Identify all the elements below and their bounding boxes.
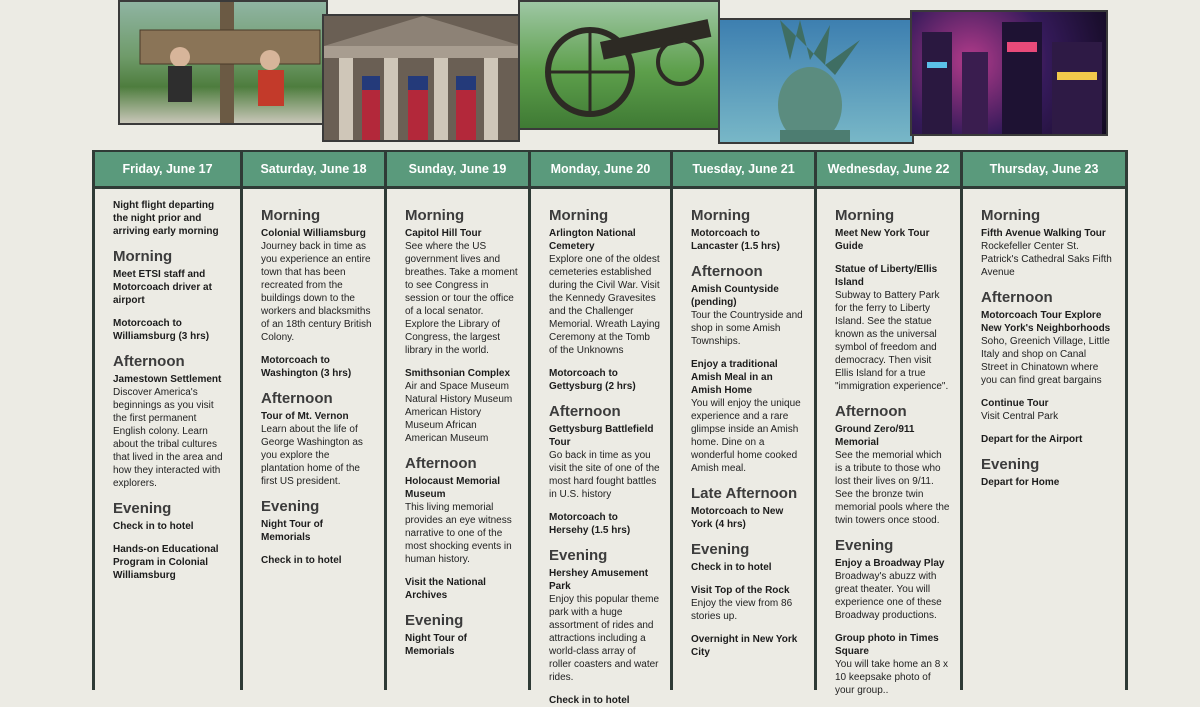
stocks-illustration <box>120 2 328 125</box>
activity-description: You will take home an 8 x 10 keepsake photo of your group.. <box>835 659 949 696</box>
activity-title: Night flight departing the night prior and arriving early morning <box>113 200 219 237</box>
activity-block <box>113 353 230 490</box>
activity-description: Enjoy this popular theme park with a huge assortment of rides and attractions including a world-class array of roller coasters and water rides. <box>549 594 660 683</box>
day-column-saturday <box>240 150 384 690</box>
day-header: Tuesday, June 21 <box>673 150 814 189</box>
photo-statue-of-liberty <box>718 18 914 144</box>
time-of-day-heading: Evening <box>835 537 894 554</box>
activity-title: Ground Zero/911 Memorial <box>835 424 915 448</box>
activity-title: Overnight in New York City <box>691 634 798 658</box>
activity-title: Fifth Avenue Walking Tour <box>981 228 1106 239</box>
activity-block <box>113 199 230 238</box>
activity-block <box>691 541 804 574</box>
activity-title: Hands-on Educational Program in Colonial Williamsburg <box>113 544 219 581</box>
city-lights-illustration <box>912 12 1108 136</box>
itinerary-calendar <box>92 150 1128 706</box>
time-of-day-heading: Morning <box>691 207 751 224</box>
activity-title: Night Tour of Memorials <box>261 519 324 543</box>
activity-title: Hershey Amusement Park <box>549 568 649 592</box>
time-of-day-heading: Evening <box>405 612 464 629</box>
activity-title: Colonial Williamsburg <box>261 228 366 239</box>
activity-block <box>113 248 230 307</box>
activity-block <box>691 263 804 348</box>
activity-title: Motorcoach to Hersehy (1.5 hrs) <box>549 512 631 536</box>
activity-block <box>549 511 660 537</box>
activity-title: Motorcoach to Williamsburg (3 hrs) <box>113 318 210 342</box>
activity-block <box>835 537 950 622</box>
activity-block <box>691 207 804 253</box>
activity-title: Motorcoach Tour Explore New York's Neighborhoods <box>981 310 1111 334</box>
activity-block <box>549 547 660 684</box>
activity-title: Gettysburg Battlefield Tour <box>549 424 654 448</box>
activity-title: Enjoy a traditional Amish Meal in an Amish Home <box>691 359 778 396</box>
time-of-day-heading: Evening <box>549 547 608 564</box>
time-of-day-heading: Afternoon <box>549 403 621 420</box>
day-column-thursday <box>960 150 1128 690</box>
activity-description: Explore one of the oldest cemeteries established during the Civil War. Visit the Kennedy Gravesites and the Challenger Memorial. Wreath Laying Ceremony at the Tomb of the Unknowns <box>549 254 660 356</box>
time-of-day-heading: Afternoon <box>113 353 185 370</box>
activity-block <box>261 354 374 380</box>
activity-description: This living memorial provides an eye witness narrative to one of the most shocking events in human history. <box>405 502 512 565</box>
time-of-day-heading: Morning <box>405 207 465 224</box>
activity-title: Check in to hotel <box>691 562 772 573</box>
activity-title: Depart for Home <box>981 477 1060 488</box>
activity-title: Meet New York Tour Guide <box>835 228 930 252</box>
activity-block <box>549 694 660 707</box>
activity-title: Night Tour of Memorials <box>405 633 468 657</box>
activity-block <box>405 455 518 566</box>
photo-times-square <box>910 10 1108 136</box>
day-header: Monday, June 20 <box>531 150 670 189</box>
activity-title: Capitol Hill Tour <box>405 228 482 239</box>
day-column-monday <box>528 150 670 706</box>
activity-block <box>113 543 230 582</box>
day-column-sunday <box>384 150 528 690</box>
activity-title: Jamestown Settlement <box>113 374 222 385</box>
time-of-day-heading: Evening <box>981 456 1040 473</box>
cannon-illustration <box>520 2 720 130</box>
activity-title: Motorcoach to Gettysburg (2 hrs) <box>549 368 636 392</box>
activity-block <box>981 397 1115 423</box>
photo-cannon <box>518 0 720 130</box>
photo-capitol-flags <box>322 14 520 142</box>
time-of-day-heading: Morning <box>261 207 321 224</box>
activity-description: Visit Central Park <box>981 411 1059 422</box>
activity-block <box>549 367 660 393</box>
activity-block <box>261 390 374 488</box>
activity-block <box>549 207 660 357</box>
day-header: Friday, June 17 <box>95 150 240 189</box>
activity-block <box>691 358 804 475</box>
activity-block <box>549 403 660 501</box>
activity-description: Enjoy the view from 86 stories up. <box>691 598 793 622</box>
activity-title: Depart for the Airport <box>981 434 1083 445</box>
columns-flags-illustration <box>324 16 520 142</box>
activity-title: Enjoy a Broadway Play <box>835 558 945 569</box>
activity-block <box>835 263 950 393</box>
activity-block <box>691 485 804 531</box>
activity-block <box>405 612 518 658</box>
time-of-day-heading: Evening <box>261 498 320 515</box>
time-of-day-heading: Late Afternoon <box>691 485 798 502</box>
day-column-wednesday <box>814 150 960 696</box>
time-of-day-heading: Afternoon <box>981 289 1053 306</box>
photo-stocks <box>118 0 328 125</box>
day-column-tuesday <box>670 150 814 690</box>
activity-description: See the memorial which is a tribute to those who lost their lives on 9/11. See the bronze twin memorial pools where the twin towers once stood. <box>835 450 950 526</box>
activity-block <box>261 498 374 544</box>
activity-title: Holocaust Memorial Museum <box>405 476 501 500</box>
activity-title: Arlington National Cemetery <box>549 228 636 252</box>
activity-title: Visit Top of the Rock <box>691 585 790 596</box>
day-column-friday <box>92 150 240 690</box>
activity-description: Rockefeller Center St. Patrick's Cathedral Saks Fifth Avenue <box>981 241 1112 278</box>
activity-description: Discover America's beginnings as you visit the first permanent English colony. Learn about the tribal cultures that lived in the area and how they interacted with explorers. <box>113 387 223 489</box>
activity-title: Meet ETSI staff and Motorcoach driver at airport <box>113 269 212 306</box>
activity-block <box>405 367 518 445</box>
time-of-day-heading: Morning <box>981 207 1041 224</box>
activity-block <box>691 584 804 623</box>
activity-description: Broadway's abuzz with great theater. You will experience one of these Broadway productions. <box>835 571 942 621</box>
activity-title: Continue Tour <box>981 398 1049 409</box>
activity-title: Motorcoach to New York (4 hrs) <box>691 506 784 530</box>
activity-block <box>835 207 950 253</box>
activity-block <box>691 633 804 659</box>
activity-description: Learn about the life of George Washington as you explore the plantation home of the first US president. <box>261 424 363 487</box>
activity-title: Check in to hotel <box>113 521 194 532</box>
activity-block <box>835 632 950 697</box>
activity-block <box>835 403 950 527</box>
activity-block <box>113 317 230 343</box>
day-header: Sunday, June 19 <box>387 150 528 189</box>
activity-block <box>113 500 230 533</box>
activity-title: Smithsonian Complex <box>405 368 511 379</box>
time-of-day-heading: Morning <box>835 207 895 224</box>
time-of-day-heading: Afternoon <box>261 390 333 407</box>
activity-title: Motorcoach to Washington (3 hrs) <box>261 355 352 379</box>
activity-block <box>981 289 1115 387</box>
activity-description: Go back in time as you visit the site of one of the most hard fought battles in U.S. history <box>549 450 660 500</box>
activity-title: Group photo in Times Square <box>835 633 939 657</box>
day-header: Saturday, June 18 <box>243 150 384 189</box>
activity-title: Statue of Liberty/Ellis Island <box>835 264 938 288</box>
activity-title: Amish Countyside (pending) <box>691 284 779 308</box>
time-of-day-heading: Afternoon <box>835 403 907 420</box>
time-of-day-heading: Morning <box>113 248 173 265</box>
activity-title: Check in to hotel <box>549 695 630 706</box>
time-of-day-heading: Afternoon <box>691 263 763 280</box>
activity-block <box>261 207 374 344</box>
activity-description: Air and Space Museum Natural History Museum American History Museum African American Museum <box>405 381 513 444</box>
activity-description: Journey back in time as you experience an entire town that has been recreated from the buildings down to the workers and blacksmiths of an 18th century British Colony. <box>261 241 372 343</box>
statue-illustration <box>720 20 914 144</box>
activity-block <box>261 554 374 567</box>
activity-block <box>981 456 1115 489</box>
time-of-day-heading: Evening <box>691 541 750 558</box>
time-of-day-heading: Evening <box>113 500 172 517</box>
time-of-day-heading: Morning <box>549 207 609 224</box>
activity-title: Motorcoach to Lancaster (1.5 hrs) <box>691 228 780 252</box>
activity-block <box>981 207 1115 279</box>
activity-block <box>981 433 1115 446</box>
activity-title: Tour of Mt. Vernon <box>261 411 349 422</box>
activity-block <box>405 576 518 602</box>
activity-title: Visit the National Archives <box>405 577 486 601</box>
day-header: Wednesday, June 22 <box>817 150 960 189</box>
day-header: Thursday, June 23 <box>963 150 1125 189</box>
time-of-day-heading: Afternoon <box>405 455 477 472</box>
activity-title: Check in to hotel <box>261 555 342 566</box>
activity-description: Tour the Countryside and shop in some Amish Townships. <box>691 310 803 347</box>
activity-description: See where the US government lives and breathes. Take a moment to see Congress in session or tour the office of a local senator. Explore the Library of Congress, the largest library in the world. <box>405 241 518 356</box>
activity-description: You will enjoy the unique experience and a rare glimpse inside an Amish home. Dine on a wonderful home cooked Amish meal. <box>691 398 801 474</box>
activity-block <box>405 207 518 357</box>
activity-description: Subway to Battery Park for the ferry to Liberty Island. See the statue known as the universal symbol of freedom and democracy. Then visit Ellis Island for a true "immigration experience". <box>835 290 949 392</box>
activity-description: Soho, Greenich Village, Little Italy and shop on Canal Street in Chinatown where you can find great bargains <box>981 336 1110 386</box>
